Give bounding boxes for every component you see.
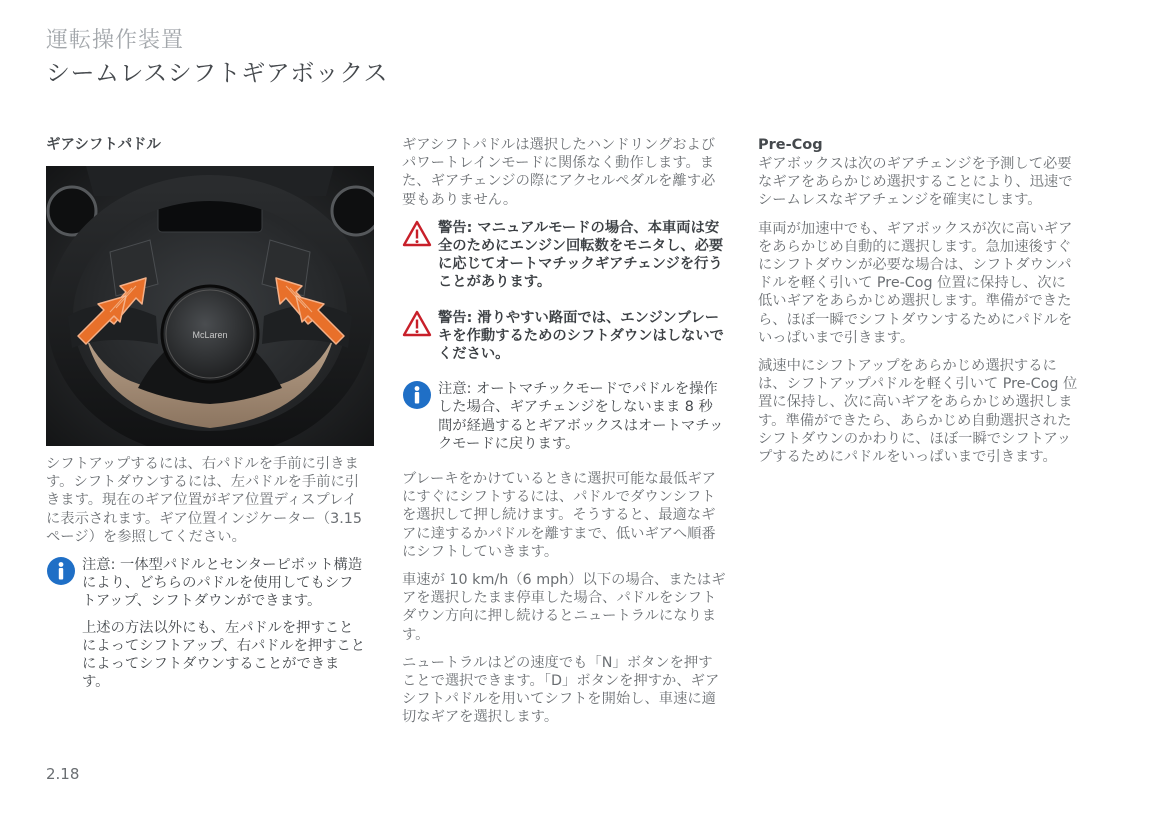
paragraph-paddles-operation: ギアシフトパドルは選択したハンドリングおよびパワートレインモードに関係なく動作します。また、ギアチェンジの際にアクセルペダルを離す必要もありません。 [402,137,716,208]
section-title: 運転操作装置 [46,28,185,53]
paragraph-pre-cog-accelerating: 車両が加速中でも、ギアボックスが次に高いギアをあらかじめ自動的に選択します。急加速後すぐにシフトダウンが必要な場合は、シフトダウンパドルを軽く引いて Pre-Cog 位置に保持し、次に低いギアをあらかじめ選択します。準備ができたら、ほぼ一瞬でシフトダウンするためにパドルをいっぱいまで引きます。 [758,220,1073,346]
subheading-pre-cog: Pre-Cog [758,137,823,153]
subheading-gear-shift-paddles: ギアシフトパドル [46,137,161,153]
info-icon [402,380,432,410]
note-text-integrated-paddles: 注意: 一体型パドルとセンターピボット構造により、どちらのパドルを使用してもシフトアップ、シフトダウンができます。 [82,557,363,610]
paragraph-pre-cog-intro: ギアボックスは次のギアチェンジを予測して必要なギアをあらかじめ選択することにより、迅速でシームレスなギアチェンジを確実にします。 [758,156,1073,209]
page-title: シームレスシフトギアボックス [46,59,389,87]
note-text-alternative-method: 上述の方法以外にも、左パドルを押すことによってシフトアップ、右パドルを押すことによってシフトダウンすることができます。 [82,619,366,691]
note-box-automatic-mode [402,380,726,461]
paragraph-neutral-low-speed: 車速が 10 km/h（6 mph）以下の場合、またはギアを選択したまま停車した場合、パドルをシフトダウン方向に押し続けるとニュートラルになります。 [402,572,726,643]
warning-text-slippery-road: 警告: 滑りやすい路面では、エンジンブレーキを作動するためのシフトダウンはしないでください。 [438,309,724,363]
paragraph-neutral-button: ニュートラルはどの速度でも「N」ボタンを押すことで選択できます。「D」ボタンを押すか、ギアシフトパドルを用いてシフトを開始し、車速に適切なギアを選択します。 [402,654,720,726]
column-1 [46,136,366,708]
warning-icon [402,219,432,249]
page-number: 2.18 [46,765,80,783]
column-2 [402,136,726,737]
note-box-integrated-paddles [46,556,366,699]
page-header [46,26,388,90]
warning-box-manual-mode [402,219,726,300]
mclaren-logo: McLaren [192,330,228,340]
warning-icon [402,309,432,339]
info-icon [46,556,76,586]
column-3 [758,136,1078,476]
paragraph-braking-downshift: ブレーキをかけているときに選択可能な最低ギアにすぐにシフトするには、パドルでダウンシフトを選択して押し続けます。そうすると、最適なギアに達するかパドルを離すまで、低いギアへ順番にシフトしていきます。 [402,471,716,560]
warning-text-manual-mode: 警告: マニュアルモードの場合、本車両は安全のためにエンジン回転数をモニタし、必要に応じてオートマチックギアチェンジを行うことがあります。 [438,219,724,291]
paragraph-pre-cog-decelerating: 減速中にシフトアップをあらかじめ選択するには、シフトアップパドルを軽く引いて Pre-Cog 位置に保持し、次に高いギアをあらかじめ選択します。準備ができたら、あらかじめ自動選択されたシフトダウンのかわりに、ほぼ一瞬でシフトアップするためにパドルをいっぱいまで引きます。 [758,358,1078,466]
warning-box-slippery-road [402,309,726,372]
paragraph-shift-up-down: シフトアップするには、右パドルを手前に引きます。シフトダウンするには、左パドルを手前に引きます。現在のギア位置がギア位置ディスプレイに表示されます。ギア位置インジケーター（3.15 ページ）を参照してください。 [46,456,362,545]
note-text-automatic-mode: 注意: オートマチックモードでパドルを操作した場合、ギアチェンジをしないまま 8 秒間が経過するとギアボックスはオートマチックモードに戻ります。 [438,381,724,452]
steering-wheel-image [46,166,374,446]
